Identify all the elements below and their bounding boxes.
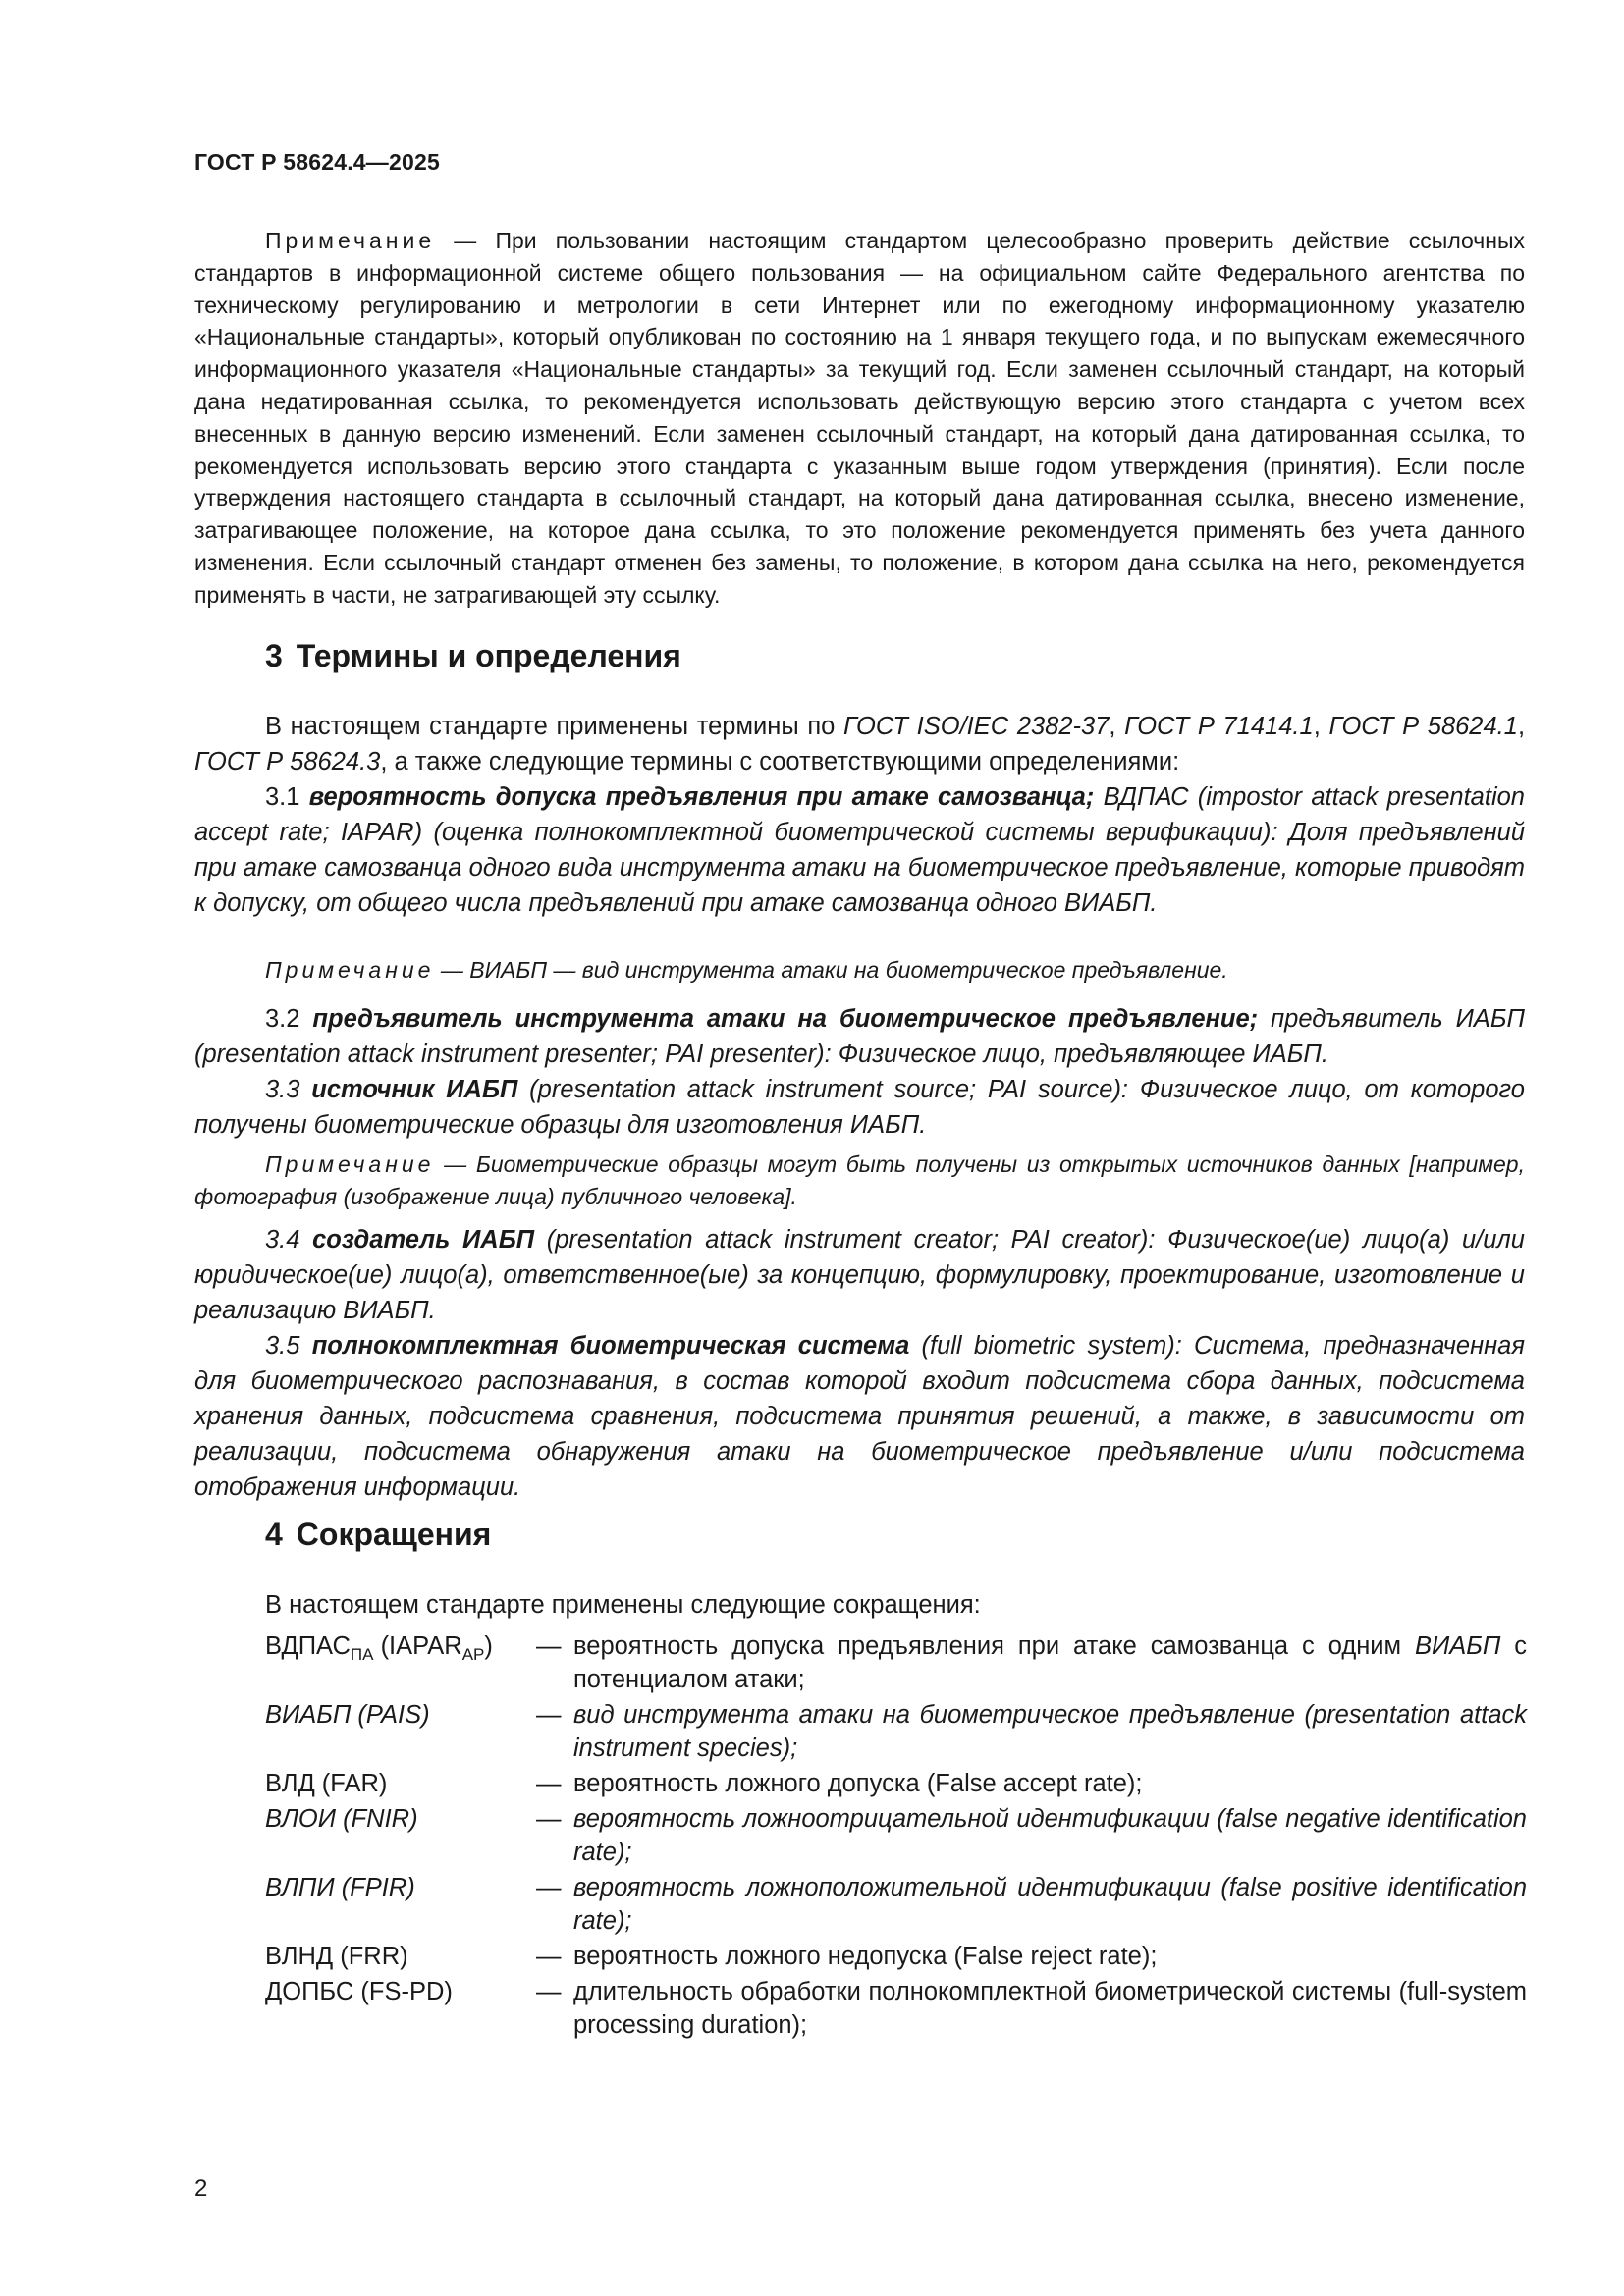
abbreviation-term: ДОПБС (FS-PD): [265, 1978, 453, 2005]
def-text: вероятность допуска предъявления при атаке самозванца с одним: [573, 1632, 1415, 1660]
section-number: 4: [265, 1517, 283, 1552]
term-3-3-note: [194, 1148, 1525, 1213]
abbreviation-item: [265, 1767, 1527, 1800]
term-text: (IAPAR: [373, 1632, 462, 1660]
abbreviation-definition: вероятность ложного допуска (False accept rate);: [573, 1770, 1143, 1797]
intro-text: , а также следующие термины с соответствующими определениями:: [380, 748, 1180, 775]
abbreviation-item: [265, 1940, 1527, 1973]
term-3-3: [194, 1072, 1525, 1143]
abbreviation-dash: —: [536, 1874, 562, 1901]
separator: ,: [1109, 713, 1125, 740]
def-text: с потенциалом атаки;: [573, 1632, 1527, 1693]
term-text: ): [484, 1632, 493, 1660]
abbreviation-definition: вид инструмента атаки на биометрическое предъявление (presentation attack instrument species);: [573, 1701, 1527, 1762]
term-3-1: [194, 779, 1525, 921]
section-3-intro: [194, 709, 1525, 779]
abbreviation-term: ВЛНД (FRR): [265, 1943, 408, 1970]
term-number: 3.5: [265, 1332, 312, 1360]
abbreviation-definition: вероятность ложноотрицательной идентификации (false negative identification rate);: [573, 1805, 1527, 1866]
term-name: вероятность допуска предъявления при атаке самозванца;: [308, 783, 1095, 811]
note-dash: —: [435, 228, 496, 253]
note-text: — Биометрические образцы могут быть получены из открытых источников данных [например, фотография (изображение лица) публичного человека].: [194, 1151, 1525, 1209]
note-label: Примечание: [265, 228, 436, 253]
term-3-4: [194, 1222, 1525, 1328]
note-text: — ВИАБП — вид инструмента атаки на биометрическое предъявление.: [434, 957, 1228, 983]
ref-link: ГОСТ Р 58624.1: [1328, 713, 1518, 740]
term-definition: (full biometric system): Система, предназначенная для биометрического распознавания, в состав которой входит подсистема сбора данных, подсистема хранения данных, подсистема сравнения, подсистема принятия решений, а также, в зависимости от реализации, подсистема обнаружения атаки на биометрическое предъявление и/или подсистема отображения информации.: [194, 1332, 1525, 1501]
term-definition: (presentation attack instrument creator; PAI creator): Физическое(ие) лицо(а) и/или юридическое(ие) лицо(а), ответственное(ые) за концепцию, формулировку, проектирование, изготовление и реализацию ВИАБП.: [194, 1226, 1525, 1324]
abbreviation-term: ВЛД (FAR): [265, 1770, 388, 1797]
ref-link: ГОСТ ISO/IEC 2382-37: [842, 713, 1110, 740]
abbreviation-item: [265, 1975, 1527, 2042]
note-label: Примечание: [265, 1151, 435, 1177]
term-number: 3.2: [265, 1005, 313, 1033]
term-name: создатель ИАБП: [312, 1226, 535, 1254]
abbreviation-item: [265, 1629, 1527, 1696]
section-title: Сокращения: [296, 1517, 492, 1552]
term-3-1-note: [194, 954, 1525, 987]
section-4-heading: [265, 1517, 491, 1553]
abbreviation-list: [265, 1629, 1527, 2044]
abbreviation-dash: —: [536, 1632, 562, 1660]
intro-note: [194, 225, 1525, 612]
term-subscript: ПА: [350, 1645, 374, 1664]
term-3-5: [194, 1328, 1525, 1505]
abbreviation-term: [265, 1629, 536, 1696]
term-definition: ВДПАС (impostor attack presentation accept rate; IAPAR) (оценка полнокомплектной биометрической системы верификации): Доля предъявлений при атаке самозванца одного вида инструмента атаки на биометрическое предъявление, которые приводят к допуску, от общего числа предъявлений при атаке самозванца одного ВИАБП.: [194, 783, 1525, 917]
abbreviation-definition: вероятность ложного недопуска (False reject rate);: [573, 1943, 1158, 1970]
section-title: Термины и определения: [296, 638, 681, 673]
def-text: ВИАБП: [1414, 1632, 1501, 1660]
abbreviation-definition: длительность обработки полнокомплектной биометрической системы (full-system processing duration);: [573, 1978, 1527, 2039]
term-number: 3.3: [265, 1076, 312, 1103]
page-number: 2: [194, 2175, 208, 2202]
term-name: полнокомплектная биометрическая система: [311, 1332, 910, 1360]
section-3-heading: [265, 638, 681, 674]
abbreviation-dash: —: [536, 1770, 562, 1797]
term-definition: предъявитель ИАБП (presentation attack instrument presenter; PAI presenter): Физическое лицо, предъявляющее ИАБП.: [194, 1005, 1525, 1068]
abbreviation-dash: —: [536, 1805, 562, 1833]
note-text: При пользовании настоящим стандартом целесообразно проверить действие ссылочных стандартов в информационной системе общего пользования — на официальном сайте Федерального агентства по техническому регулированию и метрологии в сети Интернет или по ежегодному информационному указателю «Национальные стандарты», который опубликован по состоянию на 1 января текущего года, и по выпускам ежемесячного информационного указателя «Национальные стандарты» за текущий год. Если заменен ссылочный стандарт, на который дана недатированная ссылка, то рекомендуется использовать действующую версию этого стандарта с учетом всех внесенных в данную версию изменений. Если заменен ссылочный стандарт, на который дана датированная ссылка, то рекомендуется использовать версию этого стандарта с указанным выше годом утверждения (принятия). Если после утверждения настоящего стандарта в ссылочный стандарт, на который дана датированная ссылка, внесено изменение, затрагивающее положение, на которое дана ссылка, то это положение рекомендуется применять без учета данного изменения. Если ссылочный стандарт отменен без замены, то положение, в котором дана ссылка на него, рекомендуется применять в части, не затрагивающей эту ссылку.: [194, 228, 1526, 608]
term-3-2: [194, 1001, 1525, 1072]
term-number: 3.1: [265, 783, 309, 811]
document-header: ГОСТ Р 58624.4—2025: [194, 149, 440, 175]
ref-link: ГОСТ Р 71414.1: [1124, 713, 1314, 740]
ref-link: ГОСТ Р 58624.3: [194, 748, 381, 775]
term-number: 3.4: [265, 1226, 313, 1254]
separator: ,: [1517, 713, 1526, 740]
abbreviation-term: ВИАБП (PAIS): [265, 1701, 430, 1729]
abbreviation-dash: —: [536, 1701, 562, 1729]
term-definition: (presentation attack instrument source; PAI source): Физическое лицо, от которого получены биометрические образцы для изготовления ИАБП.: [194, 1076, 1525, 1139]
abbreviation-definition: вероятность ложноположительной идентификации (false positive identification rate);: [573, 1874, 1527, 1935]
term-name: источник ИАБП: [311, 1076, 518, 1103]
section-4-intro: В настоящем стандарте применены следующие сокращения:: [265, 1591, 981, 1619]
abbreviation-item: [265, 1698, 1527, 1765]
abbreviation-dash: —: [536, 1943, 562, 1970]
intro-text: В настоящем стандарте применены термины по: [265, 713, 843, 740]
separator: ,: [1313, 713, 1329, 740]
abbreviation-term: ВЛОИ (FNIR): [265, 1805, 418, 1833]
term-subscript: AP: [461, 1645, 485, 1664]
section-number: 3: [265, 638, 283, 673]
abbreviation-dash: —: [536, 1978, 562, 2005]
term-name: предъявитель инструмента атаки на биометрическое предъявление;: [312, 1005, 1259, 1033]
note-label: Примечание: [265, 957, 435, 983]
term-text: ВДПАС: [265, 1632, 351, 1660]
abbreviation-item: [265, 1802, 1527, 1869]
abbreviation-item: [265, 1871, 1527, 1938]
abbreviation-term: ВЛПИ (FPIR): [265, 1874, 415, 1901]
abbreviation-definition: [573, 1629, 1527, 1696]
